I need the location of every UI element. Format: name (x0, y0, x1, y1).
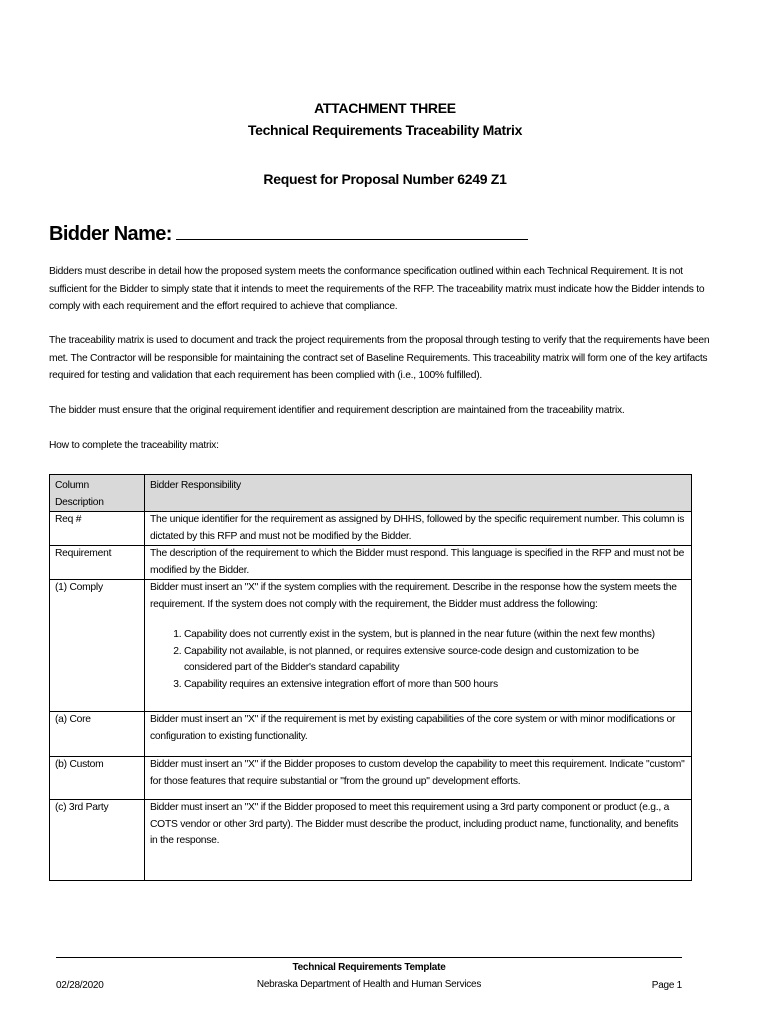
table-row (50, 712, 692, 757)
row-responsibility: Bidder must insert an "X" if the Bidder proposes to custom develop the capability to meet this requirement. Indicate "custom" for those features that require substantial or "from the ground up" development efforts. (145, 757, 692, 800)
row-responsibility: The unique identifier for the requirement as assigned by DHHS, followed by the specific requirement number. This column is dictated by this RFP and must not be modified by the Bidder. (145, 512, 692, 546)
row-responsibility: Bidder must insert an "X" if the Bidder proposed to meet this requirement using a 3rd party component or product (e.g., a COTS vendor or other 3rd party). The Bidder must describe the product, including product name, functionality, and benefits in the response. (145, 800, 692, 881)
footer-organization: Nebraska Department of Health and Human Services (256, 979, 482, 990)
how-to-heading: How to complete the traceability matrix: (49, 440, 219, 451)
footer-title: Technical Requirements Template (292, 962, 446, 973)
header-column-description: Column Description (50, 475, 145, 512)
intro-paragraph: Bidders must describe in detail how the proposed system meets the conformance specification outlined within each Technical Requirement. It is not sufficient for the Bidder to simply state that it intends to meet the requirements of the RFP. The traceability matrix must indicate how the Bidder intends to comply with each requirement and the effort required to achieve that compliance. (49, 266, 705, 312)
purpose-paragraph: The traceability matrix is used to document and track the project requirements from the proposal through testing to verify that the requirements have been met. The Contractor will be responsible for maintaining the contract set of Baseline Requirements. This traceability matrix will form one of the key artifacts required for testing and validation that each requirement has been complied with (i.e., 100% fulfilled). (49, 335, 710, 381)
list-item: 3. Capability requires an extensive integration effort of more than 500 hours (184, 677, 686, 694)
row-column-name: Requirement (50, 546, 145, 580)
row-column-name: Req # (50, 512, 145, 546)
table-row (50, 546, 692, 580)
document-title: Technical Requirements Traceability Matrix (247, 122, 523, 138)
list-item: 1. Capability does not currently exist in the system, but is planned in the near future (within the next few months) (184, 627, 686, 644)
attachment-heading: ATTACHMENT THREE (314, 100, 456, 116)
row-responsibility-cell (145, 580, 692, 712)
bidder-name-blank (176, 221, 528, 240)
row-column-name: (b) Custom (50, 757, 145, 800)
traceability-instructions-table (49, 474, 692, 881)
footer-page-number: Page 1 (651, 980, 682, 991)
row-responsibility: Bidder must insert an "X" if the system complies with the requirement. Describe in the response how the system meets the requirement. If the system does not comply with the requirement, the Bidder must address the following: (150, 582, 677, 610)
noncompliance-list (150, 627, 686, 693)
table-row (50, 800, 692, 881)
identifier-paragraph: The bidder must ensure that the original requirement identifier and requirement description are maintained from the traceability matrix. (49, 405, 625, 416)
rfp-number: Request for Proposal Number 6249 Z1 (263, 171, 507, 187)
row-column-name: (c) 3rd Party (50, 800, 145, 881)
row-column-name: (a) Core (50, 712, 145, 757)
table-header-row (50, 475, 692, 512)
bidder-name-field (49, 221, 528, 246)
row-responsibility: Bidder must insert an "X" if the requirement is met by existing capabilities of the core system or with minor modifications or configuration to existing functionality. (145, 712, 692, 757)
footer-divider (56, 957, 682, 958)
row-responsibility: The description of the requirement to which the Bidder must respond. This language is specified in the RFP and must not be modified by the Bidder. (145, 546, 692, 580)
table-row (50, 757, 692, 800)
table-row (50, 512, 692, 546)
bidder-name-label: Bidder Name: (49, 223, 172, 245)
header-bidder-responsibility: Bidder Responsibility (145, 475, 692, 512)
list-item: 2. Capability not available, is not planned, or requires extensive source-code design and customization to be considered part of the Bidder's standard capability (184, 644, 686, 677)
table-row (50, 580, 692, 712)
row-column-name: (1) Comply (50, 580, 145, 712)
footer-date: 02/28/2020 (56, 980, 104, 991)
